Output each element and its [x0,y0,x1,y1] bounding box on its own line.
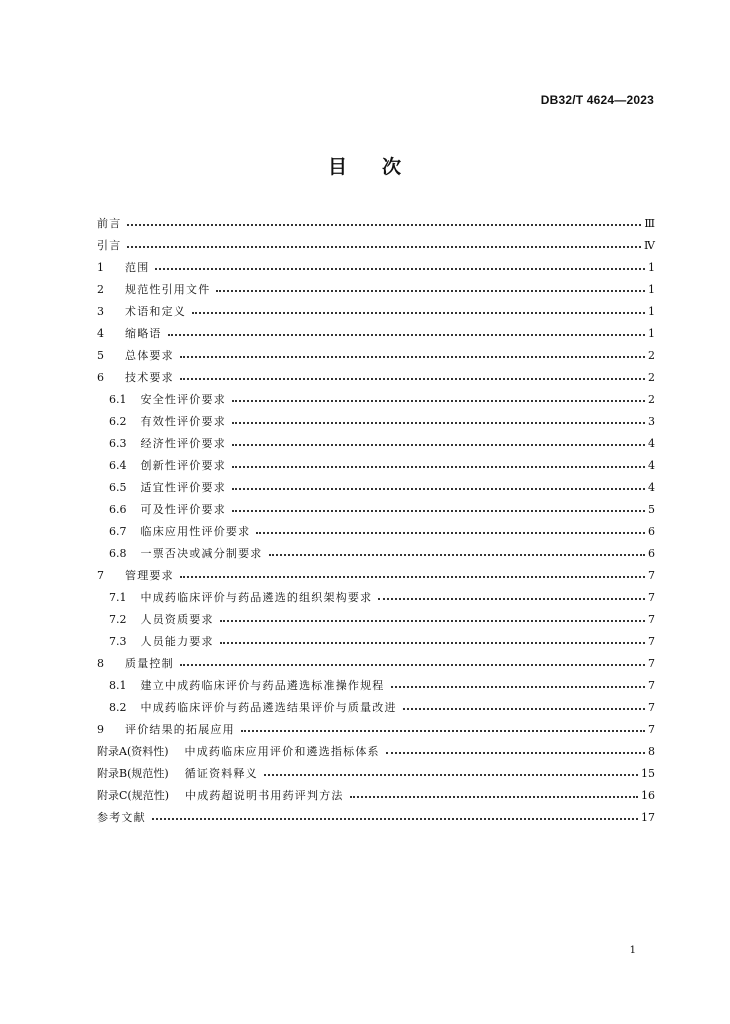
toc-entry-page: 1 [648,260,655,274]
page-title-part2: 次 [382,156,403,178]
toc-entry[interactable] [97,322,655,344]
toc-entry-title: 中成药临床评价与药品遴选的组织架构要求 [140,591,373,604]
toc-entry-number: 8 [97,656,104,670]
toc-entry-page: 7 [648,722,655,736]
toc-entry-number: 5 [97,348,104,362]
toc-entry-title: 缩略语 [125,327,162,340]
toc-entry[interactable] [97,344,655,366]
toc-entry-title: 可及性评价要求 [140,503,226,516]
toc-leader-dots [241,729,645,732]
toc-entry-page: 4 [648,458,655,472]
toc-leader-dots [232,421,645,424]
toc-entry-number: 6.6 [109,502,127,516]
toc-entry-page: 6 [648,524,655,538]
toc-leader-dots [180,377,645,380]
page-title-part1: 目 [327,156,348,178]
toc-entry-number: 6.7 [109,524,127,538]
toc-entry-number: 9 [97,722,104,736]
toc-entry-title: 前言 [97,217,122,230]
toc-entry-title: 规范性引用文件 [125,283,211,296]
toc-leader-dots [403,707,645,710]
toc-entry-number: 6.2 [109,414,127,428]
toc-leader-dots [269,553,646,556]
toc-entry-title: 总体要求 [125,349,174,362]
toc-entry-page: 7 [648,568,655,582]
toc-entry[interactable] [97,784,655,806]
toc-entry[interactable] [97,410,655,432]
toc-leader-dots [350,795,638,798]
toc-entry[interactable] [97,740,655,762]
toc-entry-title: 管理要求 [125,569,174,582]
toc-leader-dots [127,245,641,248]
toc-entry-number: 附录A(资料性) [97,745,169,758]
toc-leader-dots [220,641,645,644]
toc-leader-dots [386,751,645,754]
toc-leader-dots [378,597,645,600]
toc-entry[interactable] [97,212,655,234]
standard-code: DB32/T 4624—2023 [540,93,654,107]
toc-entry[interactable] [97,454,655,476]
toc-entry-title: 技术要求 [125,371,174,384]
toc-entry-number: 4 [97,326,104,340]
toc-leader-dots [192,311,645,314]
toc-leader-dots [127,223,641,226]
toc-entry-number: 附录C(规范性) [97,789,169,802]
toc-entry[interactable] [97,300,655,322]
toc-entry-title: 适宜性评价要求 [140,481,226,494]
toc-leader-dots [232,509,645,512]
toc-entry-page: 1 [648,282,655,296]
toc-entry-title: 经济性评价要求 [140,437,226,450]
toc-entry[interactable] [97,652,655,674]
toc-entry-number: 6.3 [109,436,127,450]
toc-entry-page: 15 [641,766,655,780]
toc-entry[interactable] [97,608,655,630]
toc-leader-dots [180,575,645,578]
toc-entry-title: 人员资质要求 [140,613,214,626]
toc-entry-page: 7 [648,634,655,648]
toc-leader-dots [232,399,645,402]
toc-entry-number: 7.2 [109,612,127,626]
toc-entry-number: 1 [97,260,104,274]
toc-entry-number: 6.4 [109,458,127,472]
toc-entry-title: 中成药临床评价与药品遴选结果评价与质量改进 [140,701,397,714]
toc-entry[interactable] [97,498,655,520]
toc-entry-number: 附录B(规范性) [97,767,169,780]
toc-entry-number: 3 [97,304,104,318]
toc-leader-dots [216,289,645,292]
toc-entry-title: 参考文献 [97,811,146,824]
toc-entry[interactable] [97,476,655,498]
toc-leader-dots [264,773,638,776]
toc-entry-page: 4 [648,480,655,494]
toc-leader-dots [220,619,645,622]
toc-leader-dots [232,443,645,446]
toc-entry[interactable] [97,718,655,740]
toc-entry-page: 8 [648,744,655,758]
toc-leader-dots [256,531,645,534]
toc-entry-title: 安全性评价要求 [140,393,226,406]
toc-leader-dots [180,355,645,358]
toc-entry-title: 临床应用性评价要求 [140,525,251,538]
toc-entry[interactable] [97,388,655,410]
toc-entry-page: 7 [648,678,655,692]
toc-entry[interactable] [97,806,655,828]
toc-leader-dots [232,465,645,468]
toc-entry-number: 7 [97,568,104,582]
toc-entry-title: 有效性评价要求 [140,415,226,428]
toc-entry-title: 建立中成药临床评价与药品遴选标准操作规程 [140,679,385,692]
toc-leader-dots [155,267,645,270]
toc-entry-number: 6.8 [109,546,127,560]
toc-entry-page: 6 [648,546,655,560]
toc-entry[interactable] [97,696,655,718]
toc-entry-page: 7 [648,656,655,670]
toc-entry-title: 范围 [125,261,150,274]
toc-entry-number: 7.3 [109,634,127,648]
toc-entry-page: Ⅳ [644,238,655,252]
toc-entry-page: 17 [641,810,655,824]
toc-entry-title: 创新性评价要求 [140,459,226,472]
toc-entry-number: 8.2 [109,700,127,714]
toc-leader-dots [391,685,646,688]
toc-entry-title: 术语和定义 [125,305,186,318]
toc-entry-number: 6.1 [109,392,127,406]
toc-entry-title: 人员能力要求 [140,635,214,648]
toc-entry-page: 7 [648,700,655,714]
toc-leader-dots [152,817,638,820]
toc-entry[interactable] [97,256,655,278]
toc-entry[interactable] [97,520,655,542]
toc-entry-number: 2 [97,282,104,296]
toc-entry-page: 2 [648,370,655,384]
toc-entry-title: 中成药超说明书用药评判方法 [185,789,344,802]
toc-entry-number: 8.1 [109,678,127,692]
toc-entry-title: 评价结果的拓展应用 [125,723,235,736]
toc-entry-page: 16 [641,788,655,802]
toc-entry[interactable] [97,278,655,300]
toc-entry-title: 引言 [97,239,122,252]
toc-entry[interactable] [97,366,655,388]
toc-entry[interactable] [97,674,655,696]
toc-entry-page: Ⅲ [644,216,655,230]
toc-entry-title: 一票否决或减分制要求 [140,547,263,560]
page-number: 1 [629,945,636,956]
toc-entry-page: 3 [648,414,655,428]
toc-entry[interactable] [97,564,655,586]
toc-entry[interactable] [97,432,655,454]
toc-entry-page: 2 [648,348,655,362]
toc-entry-page: 1 [648,304,655,318]
toc-entry-title: 循证资料释义 [184,767,258,780]
toc-leader-dots [180,663,645,666]
toc-entry-page: 1 [648,326,655,340]
toc-entry-number: 7.1 [109,590,127,604]
toc-leader-dots [168,333,645,336]
toc-entry-title: 中成药临床应用评价和遴选指标体系 [184,745,380,758]
toc-entry-page: 4 [648,436,655,450]
toc-entry[interactable] [97,762,655,784]
toc-entry[interactable] [97,586,655,608]
page-title [0,152,730,179]
toc-entry-page: 2 [648,392,655,406]
toc-entry-page: 5 [648,502,655,516]
toc-entry[interactable] [97,234,655,256]
toc-entry-page: 7 [648,612,655,626]
toc-entry-number: 6.5 [109,480,127,494]
toc-entry-title: 质量控制 [125,657,174,670]
toc-entry[interactable] [97,542,655,564]
toc-entry-number: 6 [97,370,104,384]
table-of-contents [97,212,655,828]
toc-leader-dots [232,487,645,490]
toc-entry-page: 7 [648,590,655,604]
toc-entry[interactable] [97,630,655,652]
